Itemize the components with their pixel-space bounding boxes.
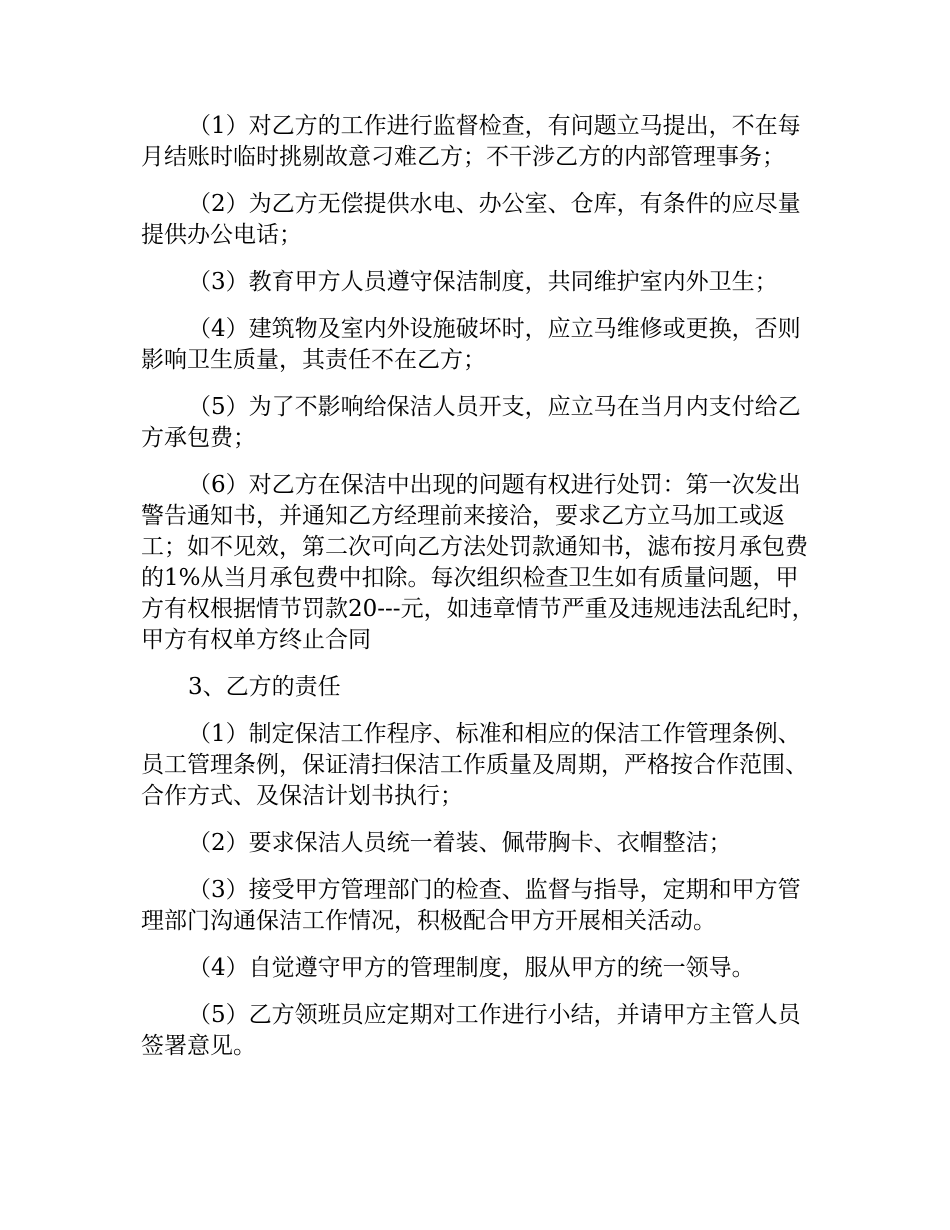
paragraph-2: （2）为乙方无偿提供水电、办公室、仓库，有条件的应尽量提供办公电话；: [141, 191, 801, 248]
paragraph-1: （1）对乙方的工作进行监督检查，有问题立马提出，不在每月结账时临时挑剔故意刁难乙方；不干涉乙方的内部管理事务；: [141, 113, 801, 170]
section-heading-party-b-responsibilities: 3、乙方的责任: [188, 674, 341, 700]
paragraph-5: （5）为了不影响给保洁人员开支，应立马在当月内支付给乙方承包费；: [141, 394, 801, 451]
paragraph-6: （6）对乙方在保洁中出现的问题有权进行处罚：第一次发出警告通知书，并通知乙方经理前来接洽，要求乙方立马加工或返工；如不见效，第二次可向乙方法处罚款通知书，滤布按月承包费的1%从当月承包费中扣除。每次组织检查卫生如有质量问题，甲方有权根据情节罚款20---元，如违章情节严重及违规违法乱纪时，甲方有权单方终止合同: [141, 472, 815, 653]
paragraph-9: （3）接受甲方管理部门的检查、监督与指导，定期和甲方管理部门沟通保洁工作情况，积极配合甲方开展相关活动。: [141, 877, 801, 934]
document-body: [141, 111, 821, 1078]
paragraph-3: （3）教育甲方人员遵守保洁制度，共同维护室内外卫生；: [188, 269, 778, 295]
paragraph-4: （4）建筑物及室内外设施破坏时，应立马维修或更换，否则影响卫生质量，其责任不在乙方；: [141, 316, 801, 373]
paragraph-7: （1）制定保洁工作程序、标准和相应的保洁工作管理条例、员工管理条例，保证清扫保洁工作质量及周期，严格按合作范围、合作方式、及保洁计划书执行；: [141, 721, 808, 809]
paragraph-10: （4）自觉遵守甲方的管理制度，服从甲方的统一领导。: [188, 955, 755, 981]
paragraph-11: （5）乙方领班员应定期对工作进行小结，并请甲方主管人员签署意见。: [141, 1002, 801, 1059]
paragraph-8: （2）要求保洁人员统一着装、佩带胸卡、衣帽整洁；: [188, 830, 732, 856]
